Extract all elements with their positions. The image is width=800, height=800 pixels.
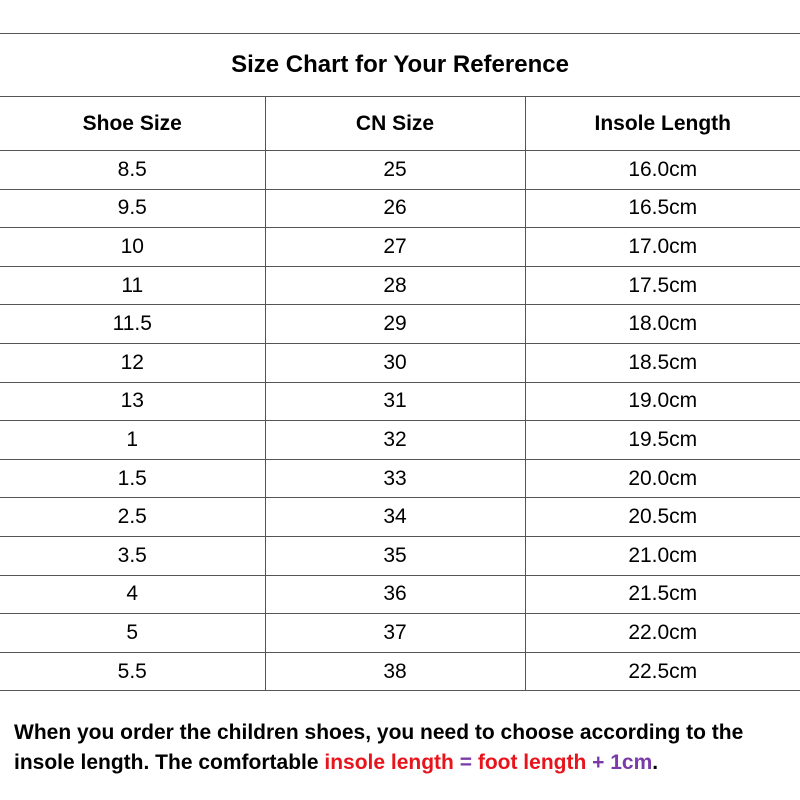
cn-size-cell: 38	[265, 652, 525, 691]
table-row	[0, 266, 800, 305]
table-body	[0, 151, 800, 691]
insole-length-cell: 17.0cm	[525, 228, 800, 267]
size-chart-table	[0, 33, 800, 691]
insole-length-term: insole length	[324, 751, 454, 774]
note-line-2-prefix: insole length. The comfortable	[14, 751, 325, 774]
insole-length-cell: 21.0cm	[525, 536, 800, 575]
header-cn-size: CN Size	[265, 97, 525, 151]
shoe-size-cell: 4	[0, 575, 265, 614]
table-row	[0, 189, 800, 228]
table-row	[0, 575, 800, 614]
shoe-size-cell: 10	[0, 228, 265, 267]
table-row	[0, 305, 800, 344]
table-row	[0, 343, 800, 382]
insole-length-cell: 18.0cm	[525, 305, 800, 344]
note-line-1: When you order the children shoes, you need to choose according to the	[14, 721, 744, 744]
cn-size-cell: 31	[265, 382, 525, 421]
cn-size-cell: 37	[265, 614, 525, 653]
cn-size-cell: 25	[265, 151, 525, 190]
shoe-size-cell: 9.5	[0, 189, 265, 228]
insole-length-cell: 18.5cm	[525, 343, 800, 382]
sizing-note	[14, 718, 800, 778]
header-insole-length: Insole Length	[525, 97, 800, 151]
insole-length-cell: 21.5cm	[525, 575, 800, 614]
table-row	[0, 614, 800, 653]
shoe-size-cell: 5	[0, 614, 265, 653]
title-row	[0, 34, 800, 97]
insole-length-cell: 20.5cm	[525, 498, 800, 537]
shoe-size-cell: 13	[0, 382, 265, 421]
table-row	[0, 228, 800, 267]
table-row	[0, 652, 800, 691]
cn-size-cell: 26	[265, 189, 525, 228]
insole-length-cell: 16.5cm	[525, 189, 800, 228]
table-row	[0, 382, 800, 421]
shoe-size-cell: 11	[0, 266, 265, 305]
cn-size-cell: 29	[265, 305, 525, 344]
insole-length-cell: 16.0cm	[525, 151, 800, 190]
cn-size-cell: 32	[265, 421, 525, 460]
equals-sign: =	[453, 751, 478, 774]
cn-size-cell: 27	[265, 228, 525, 267]
cn-size-cell: 30	[265, 343, 525, 382]
cn-size-cell: 35	[265, 536, 525, 575]
insole-length-cell: 19.5cm	[525, 421, 800, 460]
shoe-size-cell: 2.5	[0, 498, 265, 537]
cn-size-cell: 28	[265, 266, 525, 305]
cn-size-cell: 34	[265, 498, 525, 537]
shoe-size-cell: 11.5	[0, 305, 265, 344]
shoe-size-cell: 5.5	[0, 652, 265, 691]
insole-length-cell: 20.0cm	[525, 459, 800, 498]
cn-size-cell: 33	[265, 459, 525, 498]
insole-length-cell: 17.5cm	[525, 266, 800, 305]
insole-length-cell: 19.0cm	[525, 382, 800, 421]
plus-one-cm: + 1cm	[586, 751, 653, 774]
note-line-2	[14, 748, 800, 778]
shoe-size-cell: 1.5	[0, 459, 265, 498]
insole-length-cell: 22.5cm	[525, 652, 800, 691]
shoe-size-cell: 8.5	[0, 151, 265, 190]
table-row	[0, 498, 800, 537]
table-row	[0, 421, 800, 460]
shoe-size-cell: 3.5	[0, 536, 265, 575]
chart-title: Size Chart for Your Reference	[0, 34, 800, 97]
header-row	[0, 97, 800, 151]
note-period: .	[652, 751, 659, 774]
foot-length-term: foot length	[477, 751, 587, 774]
header-shoe-size: Shoe Size	[0, 97, 265, 151]
shoe-size-cell: 12	[0, 343, 265, 382]
table-row	[0, 459, 800, 498]
insole-length-cell: 22.0cm	[525, 614, 800, 653]
cn-size-cell: 36	[265, 575, 525, 614]
shoe-size-cell: 1	[0, 421, 265, 460]
table-row	[0, 536, 800, 575]
table-row	[0, 151, 800, 190]
